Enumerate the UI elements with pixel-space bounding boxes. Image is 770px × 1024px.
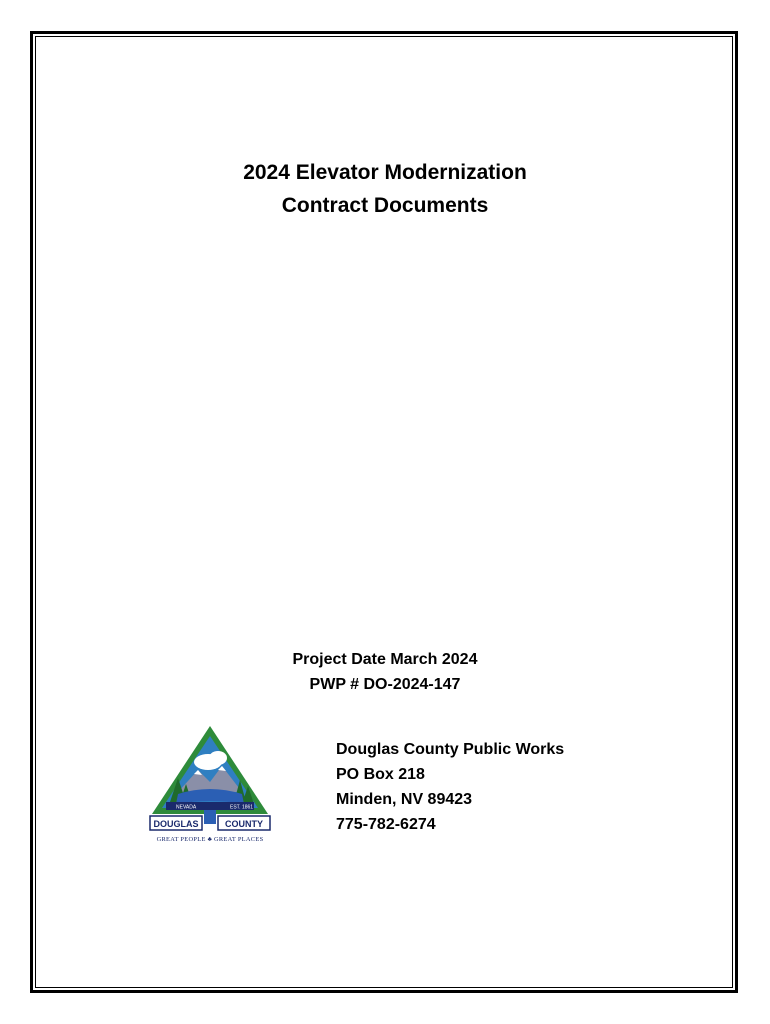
logo-stem [204, 810, 216, 824]
po-box: PO Box 218 [336, 766, 425, 783]
logo-name-right: COUNTY [225, 819, 263, 829]
city-state-zip: Minden, NV 89423 [336, 791, 473, 808]
douglas-county-logo [148, 722, 272, 846]
phone-number: 775-782-6274 [336, 816, 436, 833]
document-title-line1: 2024 Elevator Modernization [243, 161, 527, 184]
logo-cloud [209, 751, 227, 765]
logo-name-left: DOUGLAS [153, 819, 199, 829]
logo-est-text: EST. 1861 [230, 804, 254, 811]
project-date: Project Date March 2024 [292, 651, 478, 668]
logo-state-text: NEVADA [176, 804, 197, 811]
pwp-number: PWP # DO-2024-147 [309, 676, 461, 693]
document-title-line2: Contract Documents [281, 194, 489, 217]
contact-address-block [336, 737, 564, 837]
organization-name: Douglas County Public Works [336, 741, 565, 758]
logo-tagline: GREAT PEOPLE ♣ GREAT PLACES [156, 836, 264, 843]
